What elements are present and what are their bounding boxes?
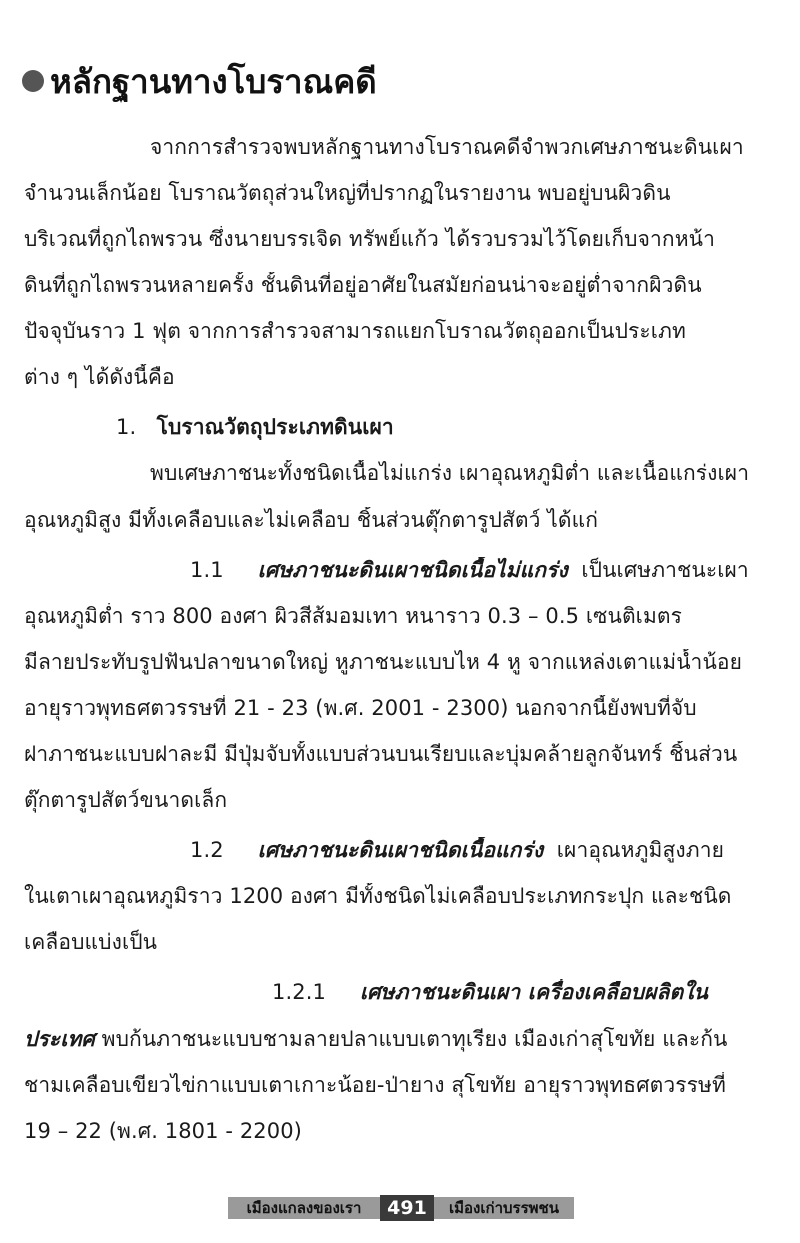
page-number: 491 bbox=[380, 1195, 434, 1221]
subheading-number: 1. bbox=[116, 415, 137, 439]
paragraph-line: ปัจจุบันราว 1 ฟุต จากการสำรวจสามารถแยกโบราณวัตถุออกเป็นประเภท bbox=[24, 319, 686, 343]
footer-right-label: เมืองเก่าบรรพชน bbox=[434, 1197, 574, 1219]
subheading-title: เศษภาชนะดินเผาชนิดเนื้อแกร่ง bbox=[257, 838, 544, 862]
subheading-number: 1.2.1 bbox=[272, 980, 326, 1004]
paragraph-line bbox=[24, 1026, 779, 1052]
subheading-title-cont: ประเทศ bbox=[24, 1027, 95, 1051]
paragraph-line: จำนวนเล็กน้อย โบราณวัตถุส่วนใหญ่ที่ปรากฏในรายงาน พบอยู่บนผิวดิน bbox=[24, 181, 671, 205]
subheading-rest: เป็นเศษภาชนะเผา bbox=[581, 558, 749, 582]
paragraph-line: ตุ๊กตารูปสัตว์ขนาดเล็ก bbox=[24, 788, 228, 812]
paragraph-line: ในเตาเผาอุณหภูมิราว 1200 องศา มีทั้งชนิดไม่เคลือบประเภทกระปุก และชนิด bbox=[24, 884, 732, 908]
subheading-rest: เผาอุณหภูมิสูงภาย bbox=[556, 838, 724, 862]
paragraph-line: อุณหภูมิสูง มีทั้งเคลือบและไม่เคลือบ ชิ้นส่วนตุ๊กตารูปสัตว์ ได้แก่ bbox=[24, 508, 599, 532]
subheading-title: โบราณวัตถุประเภทดินเผา bbox=[156, 415, 394, 439]
paragraph-line: ต่าง ๆ ได้ดังนี้คือ bbox=[24, 365, 175, 389]
paragraph-line: 19 – 22 (พ.ศ. 1801 - 2200) bbox=[24, 1119, 302, 1143]
paragraph-line: มีลายประทับรูปฟันปลาขนาดใหญ่ หูภาชนะแบบไห 4 หู จากแหล่งเตาแม่น้ำน้อย bbox=[24, 650, 743, 674]
subheading-title: เศษภาชนะดินเผาชนิดเนื้อไม่แกร่ง bbox=[257, 558, 568, 582]
bullet-icon bbox=[22, 70, 44, 92]
subheading-1-2 bbox=[24, 837, 779, 863]
paragraph-line: พบเศษภาชนะทั้งชนิดเนื้อไม่แกร่ง เผาอุณหภูมิต่ำ และเนื้อแกร่งเผา bbox=[150, 461, 750, 485]
paragraph-line: ชามเคลือบเขียวไข่กาแบบเตาเกาะน้อย-ป่ายาง สุโขทัย อายุราวพุทธศตวรรษที่ bbox=[24, 1073, 726, 1097]
paragraph-line: บริเวณที่ถูกไถพรวน ซึ่งนายบรรเจิด ทรัพย์แก้ว ได้รวบรวมไว้โดยเก็บจากหน้า bbox=[24, 227, 715, 251]
subheading-title: เศษภาชนะดินเผา เครื่องเคลือบผลิตใน bbox=[359, 980, 709, 1004]
subheading-number: 1.2 bbox=[190, 838, 224, 862]
paragraph-line: อุณหภูมิต่ำ ราว 800 องศา ผิวสีส้มอมเทา หนาราว 0.3 – 0.5 เซนติเมตร bbox=[24, 604, 683, 628]
subheading-1-1 bbox=[24, 557, 779, 583]
paragraph-line: ดินที่ถูกไถพรวนหลายครั้ง ชั้นดินที่อยู่อาศัยในสมัยก่อนน่าจะอยู่ต่ำจากผิวดิน bbox=[24, 273, 702, 297]
paragraph-line: ฝาภาชนะแบบฝาละมี มีปุ่มจับทั้งแบบส่วนบนเรียบและบุ่มคล้ายลูกจันทร์ ชิ้นส่วน bbox=[24, 742, 738, 766]
subheading-1-2-1 bbox=[24, 979, 779, 1005]
paragraph-line: จากการสำรวจพบหลักฐานทางโบราณคดีจำพวกเศษภาชนะดินเผา bbox=[150, 135, 744, 159]
heading-text: หลักฐานทางโบราณคดี bbox=[50, 62, 377, 101]
footer-left-label: เมืองแกลงของเรา bbox=[228, 1197, 380, 1219]
section-heading bbox=[22, 62, 377, 102]
paragraph-line: อายุราวพุทธศตวรรษที่ 21 - 23 (พ.ศ. 2001 - 2300) นอกจากนี้ยังพบที่จับ bbox=[24, 696, 697, 720]
subheading-1 bbox=[24, 414, 779, 440]
subheading-rest: พบก้นภาชนะแบบชามลายปลาแบบเตาทุเรียง เมืองเก่าสุโขทัย และก้น bbox=[101, 1027, 728, 1051]
subheading-number: 1.1 bbox=[190, 558, 224, 582]
paragraph-line: เคลือบแบ่งเป็น bbox=[24, 930, 158, 954]
page-footer bbox=[228, 1195, 576, 1221]
